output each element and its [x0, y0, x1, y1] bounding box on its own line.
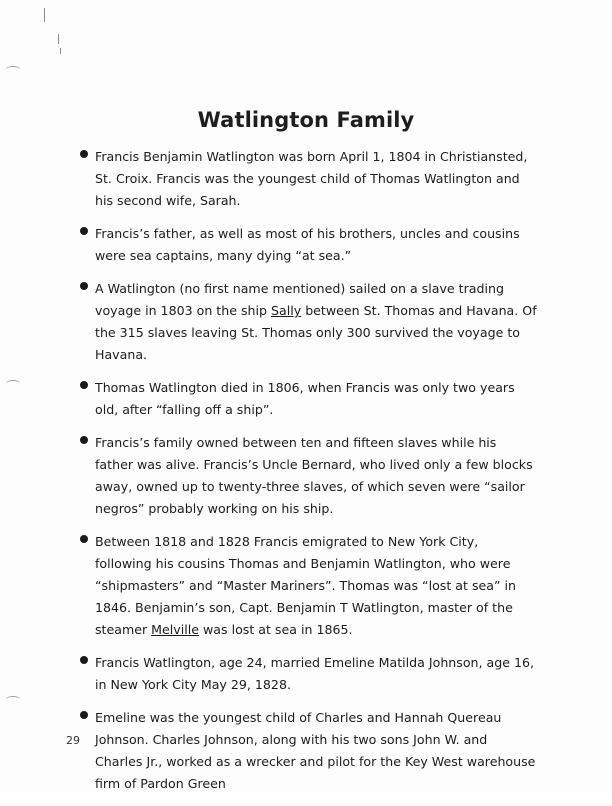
bullet-text — [95, 281, 537, 362]
bullet-text-segment: Francis’s family owned between ten and fifteen slaves while his father was alive. Francis’s Uncle Bernard, who lived only a few blocks away, owned up to twenty-three slaves, of which seven were “sailor negros” probably working on his ship. — [95, 435, 533, 516]
bullet-item — [78, 377, 538, 421]
bullet-text — [95, 534, 516, 637]
bullet-text-segment: Francis Watlington, age 24, married Emeline Matilda Johnson, age 16, in New York City May 29, 1828. — [95, 655, 535, 692]
bullet-dot-icon — [80, 656, 88, 664]
bullet-dot-icon — [80, 381, 88, 389]
bullet-text — [95, 149, 527, 208]
scan-mark — [58, 34, 59, 44]
bullet-item — [78, 278, 538, 366]
bullet-dot-icon — [80, 227, 88, 235]
page-number: 29 — [66, 734, 80, 747]
bullet-dot-icon — [80, 150, 88, 158]
bullet-text-segment: A Watlington (no first name mentioned) sailed on a slave trading voyage in 1803 on the ship — [95, 281, 504, 318]
bullet-item — [78, 531, 538, 641]
bullet-text-segment: Between 1818 and 1828 Francis emigrated to New York City, following his cousins Thomas and Benjamin Watlington, who were “shipmasters” and “Master Mariners”. Thomas was “lost at sea” in 1846. Benjamin’s son, Capt. Benjamin T Watlington, master of the steamer — [95, 534, 516, 637]
scan-mark — [60, 48, 61, 54]
bullet-text — [95, 655, 534, 692]
bullet-dot-icon — [80, 535, 88, 543]
bullet-dot-icon — [80, 711, 88, 719]
bullet-text-segment: between St. Thomas and Havana. Of the 315 slaves leaving St. Thomas only 300 survived the voyage to Havana. — [95, 303, 537, 362]
bullet-text — [95, 380, 515, 417]
bullet-item — [78, 223, 538, 267]
bullet-text-segment: was lost at sea in 1865. — [198, 622, 353, 637]
bullet-text-segment: Emeline was the youngest child of Charles and Hannah Quereau Johnson. Charles Johnson, along with his two sons John W. and Charles Jr., worked as a wrecker and pilot for the Key West warehouse firm of Pardon Green — [95, 710, 536, 791]
bullet-list — [78, 146, 538, 806]
bullet-text-segment: Francis’s father, as well as most of his brothers, uncles and cousins were sea captains, many dying “at sea.” — [95, 226, 520, 263]
page-title: Watlington Family — [197, 108, 415, 133]
scan-mark — [6, 66, 20, 73]
scan-mark — [44, 8, 45, 22]
scan-mark — [6, 696, 20, 703]
bullet-dot-icon — [80, 436, 88, 444]
bullet-text-segment: Francis Benjamin Watlington was born April 1, 1804 in Christiansted, St. Croix. Francis was the youngest child of Thomas Watlington and his second wife, Sarah. — [95, 149, 528, 208]
scan-mark — [6, 380, 20, 387]
ship-name: Melville — [151, 622, 199, 637]
bullet-text — [95, 435, 533, 516]
bullet-item — [78, 432, 538, 520]
bullet-item — [78, 707, 538, 795]
bullet-text — [95, 226, 520, 263]
bullet-text-segment: Thomas Watlington died in 1806, when Francis was only two years old, after “falling off a ship”. — [95, 380, 515, 417]
bullet-item — [78, 146, 538, 212]
bullet-dot-icon — [80, 282, 88, 290]
bullet-item — [78, 652, 538, 696]
bullet-text — [95, 710, 535, 791]
ship-name: Sally — [271, 303, 302, 318]
